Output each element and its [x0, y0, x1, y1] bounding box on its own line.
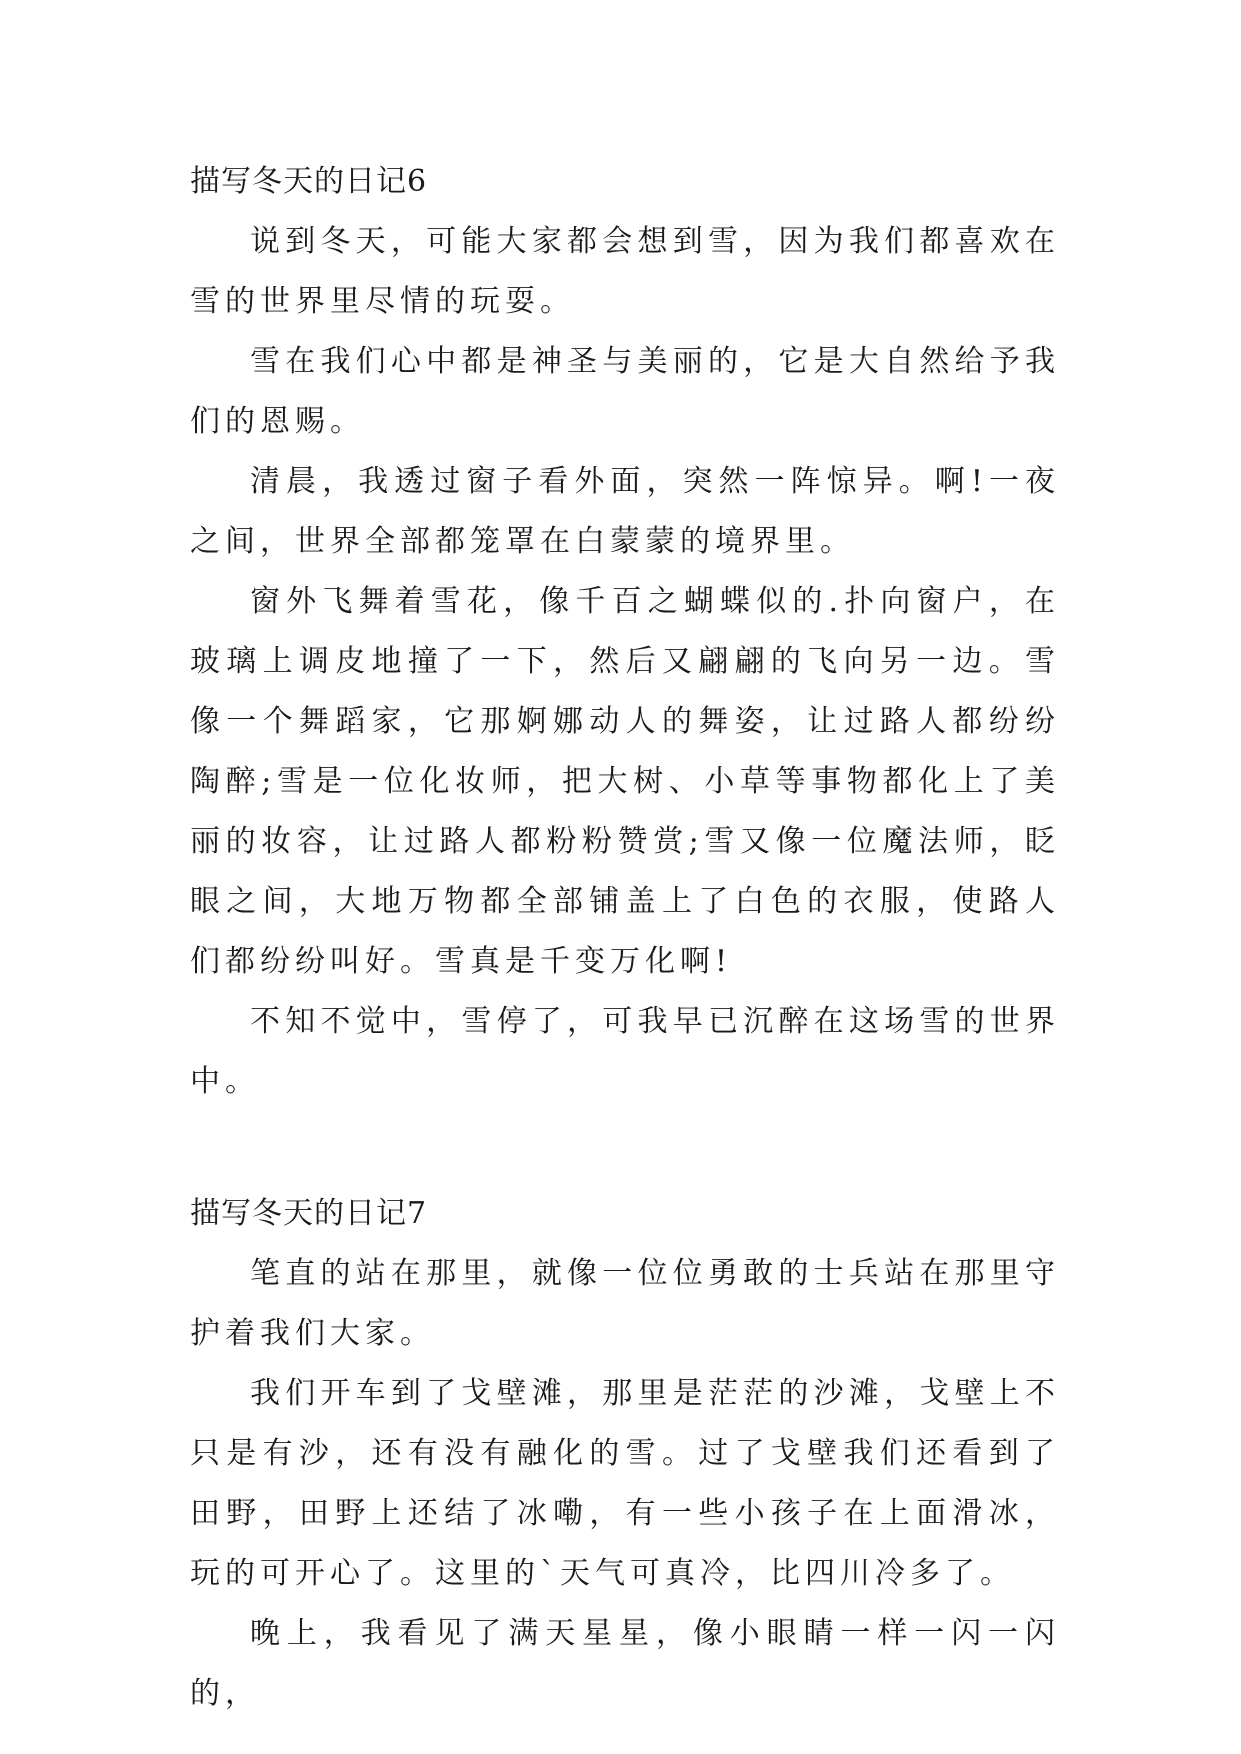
section-title-diary-6: 描写冬天的日记6 [190, 164, 428, 199]
paragraph: 我们开车到了戈壁滩，那里是茫茫的沙滩，戈壁上不只是有沙，还有没有融化的雪。过了戈壁我们还看到了田野，田野上还结了冰嘞，有一些小孩子在上面滑冰，玩的可开心了。这里的`天气可真冷，比四川冷多了。 [190, 1376, 1060, 1591]
section-spacer [190, 1112, 1060, 1184]
section-title-diary-7: 描写冬天的日记7 [190, 1196, 428, 1231]
paragraph: 雪在我们心中都是神圣与美丽的，它是大自然给予我们的恩赐。 [190, 344, 1060, 439]
paragraph: 说到冬天，可能大家都会想到雪，因为我们都喜欢在雪的世界里尽情的玩耍。 [190, 224, 1060, 319]
paragraph: 窗外飞舞着雪花，像千百之蝴蝶似的.扑向窗户，在玻璃上调皮地撞了一下，然后又翩翩的飞向另一边。雪像一个舞蹈家，它那婀娜动人的舞姿，让过路人都纷纷陶醉;雪是一位化妆师，把大树、小草等事物都化上了美丽的妆容，让过路人都粉粉赞赏;雪又像一位魔法师，眨眼之间，大地万物都全部铺盖上了白色的衣服，使路人们都纷纷叫好。雪真是千变万化啊! [190, 584, 1060, 979]
paragraph: 晚上，我看见了满天星星，像小眼睛一样一闪一闪的， [190, 1616, 1060, 1711]
paragraph: 清晨，我透过窗子看外面，突然一阵惊异。啊!一夜之间，世界全部都笼罩在白蒙蒙的境界里。 [190, 464, 1060, 559]
paragraph: 不知不觉中，雪停了，可我早已沉醉在这场雪的世界中。 [190, 1004, 1060, 1099]
document-body [190, 152, 1060, 1724]
paragraph: 笔直的站在那里，就像一位位勇敢的士兵站在那里守护着我们大家。 [190, 1256, 1060, 1351]
